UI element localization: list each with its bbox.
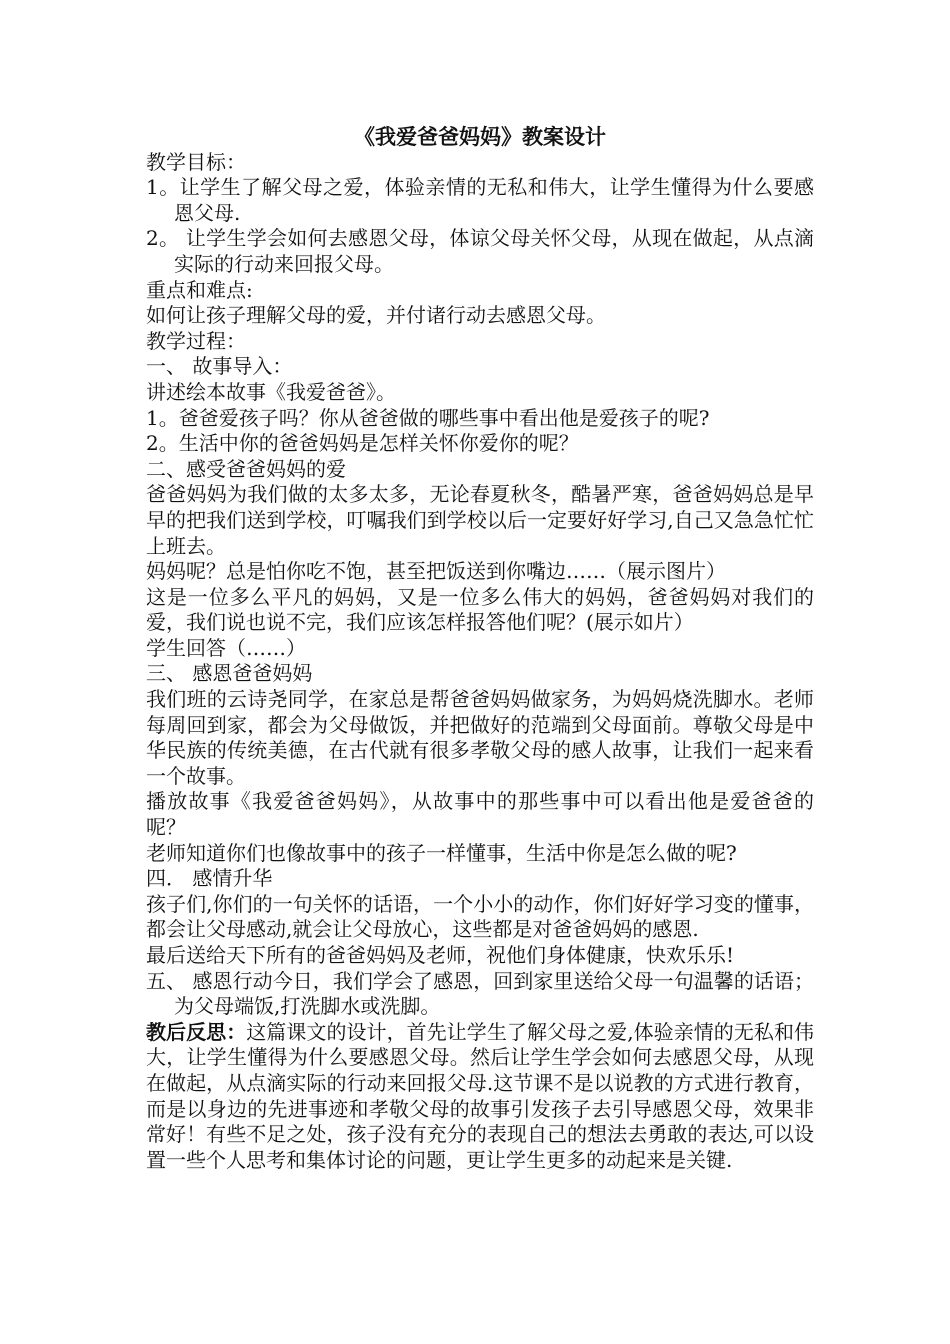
section-3-paragraph-1: 我们班的云诗尧同学，在家总是帮爸爸妈妈做家务，为妈妈烧洗脚水。老师每周回到家，都会为父母做饭，并把做好的范端到父母面前。尊敬父母是中华民族的传统美德，在古代就有很多孝敬父母的感人故事，让我们一起来看一个故事。 (146, 687, 814, 788)
section-2-heading: 二、感受爸爸妈妈的爱 (146, 456, 346, 481)
section-5-text: 五、 感恩行动今日，我们学会了感恩，回到家里送给父母一句温馨的话语；为父母端饭,打洗脚水或洗脚。 (146, 968, 814, 1019)
key-heading: 重点和难点: (146, 277, 253, 302)
section-3-heading: 三、 感恩爸爸妈妈 (146, 661, 313, 686)
section-1-line: 讲述绘本故事《我爱爸爸》。 (146, 379, 396, 404)
section-2-paragraph-1: 爸爸妈妈为我们做的太多太多，无论春夏秋冬，酷暑严寒，爸爸妈妈总是早早的把我们送到学校，叮嘱我们到学校以后一定要好好学习,自己又急急忙忙上班去。 (146, 482, 814, 558)
reflection-label: 教后反思： (146, 1019, 247, 1044)
document-title: 《我爱爸爸妈妈》教案设计 (354, 124, 606, 149)
reflection-text: 这篇课文的设计，首先让学生了解父母之爱,体验亲情的无私和伟大，让学生懂得为什么要感恩父母。然后让学生学会如何去感恩父母，从现在做起，从点滴实际的行动来回报父母.这节课不是以说教的方式进行教育，而是以身边的先进事迹和孝敬父母的故事引发孩子去引导感恩父母，效果非常好！有些不足之处，孩子没有充分的表现自己的想法去勇敢的表达,可以设置一些个人思考和集体讨论的问题，更让学生更多的动起来是关键. (146, 1019, 814, 1172)
section-2-paragraph-2: 妈妈呢？总是怕你吃不饱，甚至把饭送到你嘴边……（展示图片） (146, 559, 726, 584)
process-heading: 教学过程： (146, 328, 246, 353)
section-3-paragraph-3: 老师知道你们也像故事中的孩子一样懂事，生活中你是怎么做的呢? (146, 840, 737, 865)
goal-1: 1。让学生了解父母之爱，体验亲情的无私和伟大，让学生懂得为什么要感恩父母. (146, 175, 814, 225)
section-3-paragraph-2: 播放故事《我爱爸爸妈妈》，从故事中的那些事中可以看出他是爱爸爸的呢？ (146, 789, 814, 840)
section-4-paragraph-1: 孩子们,你们的一句关怀的话语，一个小小的动作，你们好好学习变的懂事，都会让父母感动,就会让父母放心，这些都是对爸爸妈妈的感恩. (146, 891, 814, 942)
document-page (146, 124, 814, 1173)
section-1-heading: 一、 故事导入： (146, 354, 293, 379)
goal-2: 2。 让学生学会如何去感恩父母，体谅父母关怀父母，从现在做起，从点滴实际的行动来回报父母。 (146, 226, 814, 276)
reflection (146, 1020, 814, 1174)
section-4-heading: 四． 感情升华 (146, 866, 273, 891)
section-1-question-2: 2。生活中你的爸爸妈妈是怎样关怀你爱你的呢？ (146, 431, 579, 456)
section-1-question-1: 1。爸爸爱孩子吗？你从爸爸做的哪些事中看出他是爱孩子的呢? (146, 405, 710, 430)
goals-heading: 教学目标： (146, 149, 246, 174)
section-2-paragraph-4: 学生回答（……） (146, 635, 306, 660)
section-4-paragraph-2: 最后送给天下所有的爸爸妈妈及老师，祝他们身体健康，快欢乐乐! (146, 943, 735, 967)
key-text: 如何让孩子理解父母的爱，并付诸行动去感恩父母。 (146, 303, 606, 328)
section-2-paragraph-3: 这是一位多么平凡的妈妈，又是一位多么伟大的妈妈，爸爸妈妈对我们的爱，我们说也说不完，我们应该怎样报答他们呢？(展示如片） (146, 584, 814, 635)
